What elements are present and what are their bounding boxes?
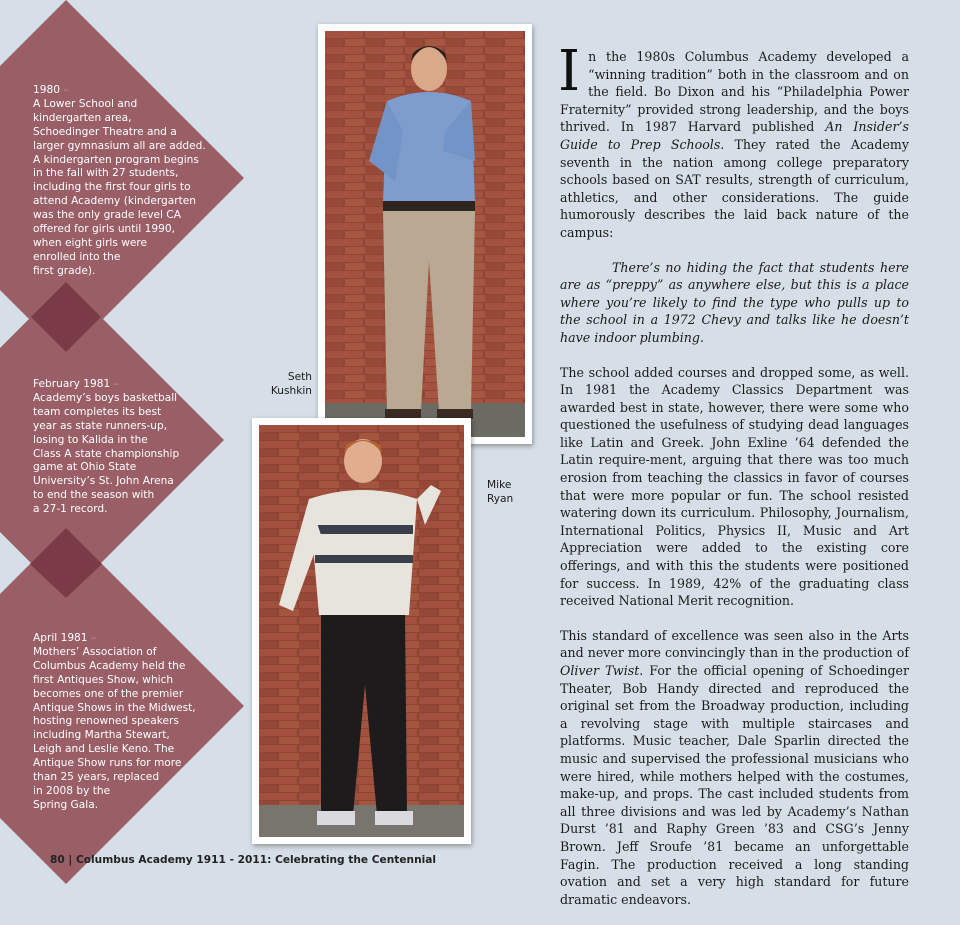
photo-seth-kushkin [318,24,532,444]
article-paragraph-3: This standard of excellence was seen also in the Arts and never more convincingly than in the production of Oliver Twist. For the official opening of Schoedinger Theater, Bob Handy directed and reproduced the original set from the Broadway production, including a revolving stage with multiple staircases and platforms. Music teacher, Dale Sparlin directed the music and supervised the professional musicians who were hired, while mothers helped with the costumes, make-up, and props. The cast included students from all three divisions and was led by Academy’s Nathan Durst ’81 and Raphy Green ’83 and CSG’s Jenny Brown. Jeff Sroufe ’81 became an unforgettable Fagin. The production received a long standing ovation and set a very high standard for future dramatic endeavors. [560,627,909,907]
timeline-line: kindergarten area, [33,111,132,124]
article-paragraph-1: In the 1980s Columbus Academy developed a “winning tradition” both in the classroom and on the field. Bo Dixon and his “Philadelphia Power Fraternity” provided strong leadership, and the boys thrived. In 1987 Harvard published An Insider’s Guide to Prep Schools. They rated the Academy seventh in the nation among college preparatory schools based on SAT results, strength of curriculum, athletics, and other considerations. The guide humorously describes the laid back nature of the campus: [558,39,909,240]
timeline-line: Academy’s boys basketball [33,391,178,404]
timeline-line: attend Academy (kindergarten [33,195,196,208]
timeline-entry-1980 [33,84,223,279]
timeline-line: than 25 years, replaced [33,771,160,784]
timeline-line: enrolled into the [33,250,121,263]
timeline-line: first grade). [33,264,96,277]
timeline-line: becomes one of the premier [33,687,184,700]
timeline-line: Leigh and Leslie Keno. The [33,743,175,756]
timeline-line: when eight girls were [33,236,148,249]
article-quote: There’s no hiding the fact that students here are as “preppy” as anywhere else, but this is a place where you’re likely to find the type who pulls up to the school in a 1972 Chevy and talks like he doesn’t have indoor plumbing. [560,259,909,345]
timeline-line: a 27-1 record. [33,503,108,516]
caption-mike-ryan: Mike Ryan [487,479,514,505]
timeline-line: Antique Shows in the Midwest, [33,701,196,714]
timeline-line: University’s St. John Arena [33,475,174,488]
timeline-line: Class A state championship [33,447,180,460]
timeline-line: to end the season with [33,489,155,502]
timeline-line: in the fall with 27 students, [33,167,179,180]
timeline-line: Mothers’ Association of [33,645,157,658]
timeline-line: losing to Kalida in the [33,433,148,446]
timeline-line: was the only grade level CA [33,209,181,222]
timeline-line: offered for girls until 1990, [33,223,175,236]
timeline-line: year as state runners-up, [33,419,168,432]
timeline-description [33,98,223,279]
caption-seth-kushkin: Seth Kushkin [270,371,312,397]
timeline-line: A Lower School and [33,97,138,110]
article-body [558,39,909,925]
timeline-description [33,392,223,517]
timeline-line: A kindergarten program begins [33,153,199,166]
play-title: Oliver Twist [560,663,640,678]
timeline-line: game at Ohio State [33,461,137,474]
timeline-line: including Martha Stewart, [33,729,170,742]
photo-mike-ryan [252,418,471,844]
timeline-line: Columbus Academy held the [33,659,186,672]
photo-image [325,31,525,437]
timeline-line: Antique Show runs for more [33,757,182,770]
student-portrait-illustration [325,31,525,437]
timeline-date: 1980 – [33,84,69,96]
timeline-line: larger gymnasium all are added. [33,139,206,152]
drop-cap: I [558,39,581,104]
timeline-line: including the first four girls to [33,181,191,194]
timeline-description [33,646,223,813]
timeline-entry-apr-1981 [33,632,223,813]
timeline-date: February 1981 – [33,378,119,390]
timeline-line: first Antiques Show, which [33,673,174,686]
page-footer: 80 | Columbus Academy 1911 - 2011: Celebrating the Centennial [50,854,437,866]
timeline-line: team completes its best [33,405,162,418]
timeline-line: Spring Gala. [33,798,99,811]
timeline-entry-feb-1981 [33,378,223,517]
article-paragraph-2: The school added courses and dropped some, as well. In 1981 the Academy Classics Department was awarded best in state, however, there were some who questioned the usefulness of studying dead languages like Latin and Greek. John Exline ’64 defended the Latin require-ment, arguing that there was too much erosion from teaching the classics in favor of courses that were more popular or fun. The school resisted watering down its curriculum. Philosophy, Journalism, International Politics, Physics II, Music and Art Appreciation were added to the existing core offerings, and with this the students were positioned for success. In 1989, 42% of the graduating class received National Merit recognition. [560,364,909,609]
timeline-line: hosting renowned speakers [33,715,179,728]
book-title: An Insider’s Guide to Prep Schools. [560,119,909,152]
student-portrait-illustration [259,425,464,837]
timeline-line: in 2008 by the [33,784,111,797]
photo-image [259,425,464,837]
timeline-date: April 1981 – [33,632,97,644]
timeline-line: Schoedinger Theatre and a [33,125,177,138]
